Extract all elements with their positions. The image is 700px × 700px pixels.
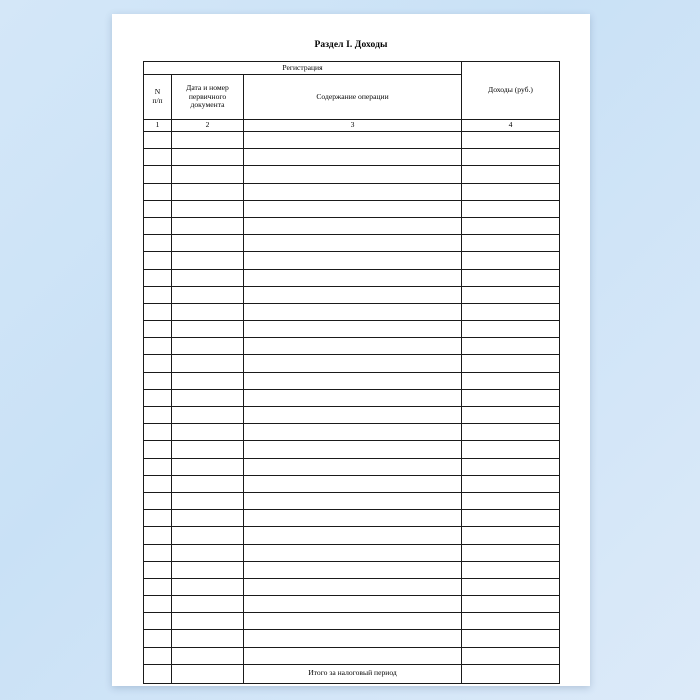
table-cell[interactable]: [462, 407, 560, 424]
table-cell[interactable]: [462, 613, 560, 630]
column-header-number-line1: N: [154, 87, 161, 97]
table-row: [144, 200, 560, 217]
table-cell[interactable]: [462, 286, 560, 303]
table-cell[interactable]: [144, 355, 172, 372]
table-cell[interactable]: [462, 166, 560, 183]
table-cell[interactable]: [172, 321, 244, 338]
table-cell[interactable]: [462, 149, 560, 166]
table-row: [144, 149, 560, 166]
column-number-2: 2: [172, 120, 244, 132]
document-sheet: [112, 14, 590, 686]
table-row: [144, 424, 560, 441]
table-cell[interactable]: [462, 475, 560, 492]
table-cell[interactable]: [462, 527, 560, 544]
table-cell[interactable]: [462, 235, 560, 252]
table-cell[interactable]: [144, 647, 172, 664]
table-cell[interactable]: [462, 252, 560, 269]
table-cell[interactable]: [144, 596, 172, 613]
table-row: [144, 303, 560, 320]
table-cell[interactable]: [462, 303, 560, 320]
table-row: [144, 235, 560, 252]
table-row: [144, 407, 560, 424]
table-row: [144, 561, 560, 578]
table-cell[interactable]: [462, 578, 560, 595]
table-cell[interactable]: [244, 183, 462, 200]
table-cell[interactable]: [172, 372, 244, 389]
table-cell[interactable]: [144, 132, 172, 149]
table-cell[interactable]: [244, 475, 462, 492]
table-cell[interactable]: [244, 338, 462, 355]
table-cell[interactable]: [144, 389, 172, 406]
table-cell[interactable]: [144, 475, 172, 492]
column-header-number: [144, 75, 172, 120]
table-cell[interactable]: [172, 458, 244, 475]
table-row: [144, 458, 560, 475]
table-cell[interactable]: [172, 200, 244, 217]
table-cell[interactable]: [244, 321, 462, 338]
table-cell[interactable]: [172, 596, 244, 613]
table-cell[interactable]: [144, 510, 172, 527]
table-cell[interactable]: [244, 149, 462, 166]
table-cell[interactable]: [172, 527, 244, 544]
table-row: [144, 372, 560, 389]
table-row: [144, 544, 560, 561]
column-header-operation-content: Содержание операции: [244, 75, 462, 120]
table-row: [144, 355, 560, 372]
table-cell[interactable]: [462, 647, 560, 664]
table-cell[interactable]: [172, 149, 244, 166]
table-cell[interactable]: [144, 303, 172, 320]
table-cell[interactable]: [172, 561, 244, 578]
table-cell[interactable]: [244, 492, 462, 509]
table-cell[interactable]: [244, 424, 462, 441]
table-cell[interactable]: [172, 338, 244, 355]
page-title: Раздел I. Доходы: [314, 40, 388, 50]
table-cell[interactable]: [462, 321, 560, 338]
table-cell[interactable]: [462, 183, 560, 200]
table-row: [144, 252, 560, 269]
table-row: [144, 510, 560, 527]
group-header-registration: Регистрация: [144, 62, 462, 75]
table-cell[interactable]: [462, 338, 560, 355]
table-cell[interactable]: [144, 149, 172, 166]
table-cell[interactable]: [462, 372, 560, 389]
table-cell[interactable]: [462, 217, 560, 234]
table-cell[interactable]: [172, 217, 244, 234]
table-row: [144, 183, 560, 200]
table-row: [144, 475, 560, 492]
table-cell[interactable]: [244, 269, 462, 286]
table-row: [144, 527, 560, 544]
column-number-3: 3: [244, 120, 462, 132]
table-cell[interactable]: [144, 630, 172, 647]
table-row: [144, 321, 560, 338]
table-cell[interactable]: [244, 458, 462, 475]
table-row: [144, 596, 560, 613]
table-cell[interactable]: [244, 510, 462, 527]
table-group-header-row: [144, 62, 560, 75]
table-cell[interactable]: [144, 441, 172, 458]
table-cell[interactable]: [244, 578, 462, 595]
table-cell[interactable]: [172, 510, 244, 527]
table-cell[interactable]: [172, 475, 244, 492]
table-cell[interactable]: [172, 647, 244, 664]
column-number-1: 1: [144, 120, 172, 132]
table-cell[interactable]: [244, 217, 462, 234]
table-row: [144, 492, 560, 509]
table-cell[interactable]: [244, 303, 462, 320]
table-cell[interactable]: [144, 458, 172, 475]
table-cell[interactable]: [462, 389, 560, 406]
table-cell[interactable]: [144, 252, 172, 269]
table-cell[interactable]: [144, 372, 172, 389]
table-row: [144, 630, 560, 647]
table-cell[interactable]: [462, 630, 560, 647]
table-row: [144, 578, 560, 595]
table-cell[interactable]: [244, 286, 462, 303]
table-row: [144, 441, 560, 458]
table-cell[interactable]: [244, 647, 462, 664]
table-cell[interactable]: [172, 355, 244, 372]
column-number-row: [144, 120, 560, 132]
table-cell[interactable]: [144, 235, 172, 252]
table-cell[interactable]: [244, 166, 462, 183]
table-cell[interactable]: [462, 561, 560, 578]
table-cell[interactable]: [172, 252, 244, 269]
table-row: [144, 132, 560, 149]
table-cell[interactable]: [144, 613, 172, 630]
table-cell[interactable]: [172, 613, 244, 630]
table-cell[interactable]: [172, 407, 244, 424]
table-cell[interactable]: [462, 355, 560, 372]
table-row: [144, 389, 560, 406]
income-ledger-table: [143, 61, 560, 684]
table-cell[interactable]: [462, 596, 560, 613]
table-cell[interactable]: [172, 269, 244, 286]
table-cell[interactable]: [144, 183, 172, 200]
table-cell[interactable]: [244, 596, 462, 613]
table-cell[interactable]: [462, 200, 560, 217]
column-header-number-line2: п/п: [152, 96, 163, 105]
column-header-document-date-number: Дата и номер первичного документа: [172, 75, 244, 120]
table-cell[interactable]: [144, 561, 172, 578]
table-cell[interactable]: [244, 630, 462, 647]
table-cell[interactable]: [172, 303, 244, 320]
table-cell[interactable]: [244, 441, 462, 458]
table-cell[interactable]: [144, 286, 172, 303]
table-cell[interactable]: [462, 424, 560, 441]
table-cell[interactable]: [172, 630, 244, 647]
column-number-4: 4: [462, 120, 560, 132]
table-cell[interactable]: [172, 132, 244, 149]
table-cell[interactable]: [462, 544, 560, 561]
table-cell[interactable]: [244, 132, 462, 149]
table-cell[interactable]: [244, 527, 462, 544]
total-value-cell[interactable]: [462, 664, 560, 683]
table-row: [144, 166, 560, 183]
table-cell[interactable]: [244, 355, 462, 372]
total-spacer-2: [172, 664, 244, 683]
table-cell[interactable]: [144, 200, 172, 217]
table-cell[interactable]: [172, 544, 244, 561]
table-cell[interactable]: [144, 321, 172, 338]
table-row: [144, 286, 560, 303]
table-cell[interactable]: [244, 235, 462, 252]
total-spacer-1: [144, 664, 172, 683]
table-cell[interactable]: [244, 613, 462, 630]
table-cell[interactable]: [172, 492, 244, 509]
table-row: [144, 338, 560, 355]
table-cell[interactable]: [144, 217, 172, 234]
table-cell[interactable]: [462, 510, 560, 527]
table-cell[interactable]: [172, 578, 244, 595]
table-cell[interactable]: [172, 166, 244, 183]
table-cell[interactable]: [144, 578, 172, 595]
total-label: Итого за налоговый период: [244, 664, 462, 683]
table-cell[interactable]: [244, 252, 462, 269]
table-cell[interactable]: [462, 441, 560, 458]
table-row: [144, 613, 560, 630]
table-cell[interactable]: [244, 561, 462, 578]
table-row: [144, 647, 560, 664]
total-row: [144, 664, 560, 683]
table-row: [144, 269, 560, 286]
table-cell[interactable]: [144, 527, 172, 544]
table-row: [144, 217, 560, 234]
table-cell[interactable]: [244, 200, 462, 217]
table-cell[interactable]: [144, 424, 172, 441]
table-cell[interactable]: [244, 407, 462, 424]
table-cell[interactable]: [172, 424, 244, 441]
table-cell[interactable]: [144, 338, 172, 355]
table-cell[interactable]: [144, 407, 172, 424]
table-cell[interactable]: [172, 183, 244, 200]
table-cell[interactable]: [172, 286, 244, 303]
table-cell[interactable]: [244, 389, 462, 406]
table-cell[interactable]: [144, 166, 172, 183]
table-cell[interactable]: [144, 269, 172, 286]
table-cell[interactable]: [144, 544, 172, 561]
table-cell[interactable]: [244, 544, 462, 561]
table-cell[interactable]: [462, 132, 560, 149]
table-cell[interactable]: [462, 458, 560, 475]
table-cell[interactable]: [462, 492, 560, 509]
table-cell[interactable]: [244, 372, 462, 389]
table-cell[interactable]: [462, 269, 560, 286]
table-cell[interactable]: [172, 441, 244, 458]
table-cell[interactable]: [144, 492, 172, 509]
table-cell[interactable]: [172, 389, 244, 406]
table-cell[interactable]: [172, 235, 244, 252]
column-header-income: Доходы (руб.): [462, 62, 560, 120]
